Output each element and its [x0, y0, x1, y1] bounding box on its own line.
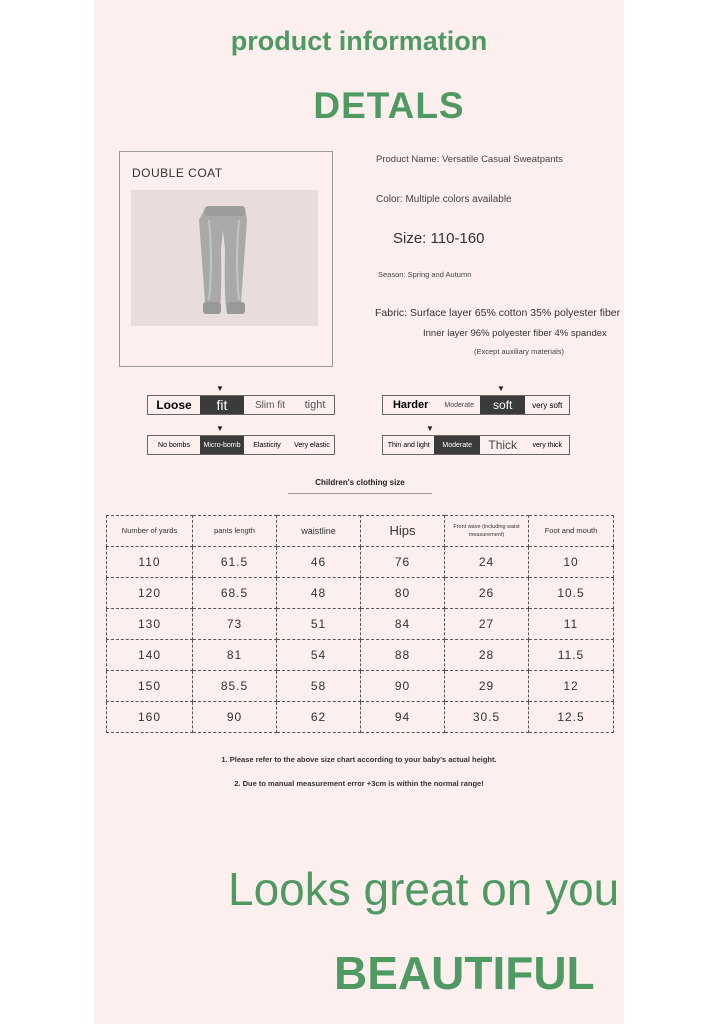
table-cell: 30.5 [445, 702, 529, 733]
table-row [107, 702, 614, 733]
softness-option: Moderate [444, 401, 474, 409]
table-cell: 73 [193, 609, 277, 640]
product-color: Color: Multiple colors available [376, 194, 512, 205]
table-cell: 54 [277, 640, 361, 671]
table-cell: 12.5 [529, 702, 614, 733]
table-cell: 11 [529, 609, 614, 640]
section-subtitle: DETALS [313, 85, 465, 126]
table-cell: 130 [107, 609, 193, 640]
elasticity-scale [147, 435, 335, 455]
fit-option: tight [304, 399, 326, 411]
table-header-cell: Foot and mouth [529, 516, 614, 547]
fit-option: Slim fit [255, 399, 285, 411]
table-header-cell: Front wave (including waist measurement) [445, 516, 529, 547]
footer-headline: BEAUTIFUL [334, 947, 595, 999]
table-cell: 10 [529, 547, 614, 578]
table-header-cell: waistline [277, 516, 361, 547]
table-cell: 80 [361, 578, 445, 609]
softness-option: very soft [532, 400, 563, 410]
table-cell: 94 [361, 702, 445, 733]
elasticity-option-selected: Micro-bomb [200, 436, 244, 454]
elasticity-option: No bombs [158, 441, 190, 449]
fabric-line-1: Fabric: Surface layer 65% cotton 35% polyester fiber [375, 307, 621, 319]
table-cell: 27 [445, 609, 529, 640]
table-cell: 150 [107, 671, 193, 702]
thickness-option: Thick [488, 438, 518, 452]
table-cell: 140 [107, 640, 193, 671]
product-season: Season: Spring and Autumn [378, 270, 472, 279]
softness-option-selected: soft [480, 396, 526, 414]
table-row [107, 547, 614, 578]
thickness-option-selected: Moderate [434, 436, 480, 454]
table-cell: 24 [445, 547, 529, 578]
table-cell: 85.5 [193, 671, 277, 702]
table-row [107, 609, 614, 640]
table-cell: 28 [445, 640, 529, 671]
thickness-scale [382, 435, 570, 455]
table-row [107, 578, 614, 609]
fit-scale [147, 395, 335, 415]
fabric-line-2: Inner layer 96% polyester fiber 4% spandex [423, 328, 607, 339]
section-title: product information [230, 26, 488, 56]
sweatpants-image [131, 190, 318, 326]
product-photo [131, 190, 318, 326]
table-header-cell: Number of yards [107, 516, 193, 547]
size-note-1: 1. Please refer to the above size chart according to your baby's actual height. [221, 755, 497, 764]
table-cell: 62 [277, 702, 361, 733]
table-header-cell: Hips [361, 516, 445, 547]
softness-scale [382, 395, 570, 415]
table-cell: 76 [361, 547, 445, 578]
table-row [107, 671, 614, 702]
thickness-option: Thin and light [387, 441, 430, 449]
product-size: Size: 110-160 [393, 230, 485, 247]
table-cell: 48 [277, 578, 361, 609]
table-cell: 29 [445, 671, 529, 702]
table-cell: 84 [361, 609, 445, 640]
table-cell: 120 [107, 578, 193, 609]
softness-indicator-icon: ▼ [497, 384, 505, 393]
fabric-note: (Except auxiliary materials) [474, 347, 565, 356]
softness-option: Harder [392, 399, 429, 411]
table-cell: 110 [107, 547, 193, 578]
image-card-label: DOUBLE COAT [132, 166, 223, 180]
table-cell: 12 [529, 671, 614, 702]
table-cell: 88 [361, 640, 445, 671]
elasticity-option: Elasticity [253, 441, 281, 449]
thickness-indicator-icon: ▼ [426, 424, 434, 433]
fit-indicator-icon: ▼ [216, 384, 224, 393]
table-header-row [107, 516, 614, 547]
table-cell: 58 [277, 671, 361, 702]
table-cell: 160 [107, 702, 193, 733]
table-row [107, 640, 614, 671]
fit-option-selected: fit [200, 396, 244, 414]
size-chart-title: Children's clothing size [315, 478, 405, 487]
thickness-option: very thick [532, 441, 563, 449]
table-cell: 11.5 [529, 640, 614, 671]
elasticity-option: Very elastic [294, 441, 330, 449]
product-name: Product Name: Versatile Casual Sweatpants [376, 154, 563, 165]
elasticity-indicator-icon: ▼ [216, 424, 224, 433]
table-cell: 81 [193, 640, 277, 671]
size-chart-divider [288, 493, 432, 494]
table-cell: 61.5 [193, 547, 277, 578]
table-header-cell: pants length [193, 516, 277, 547]
table-cell: 51 [277, 609, 361, 640]
table-cell: 90 [193, 702, 277, 733]
table-cell: 10.5 [529, 578, 614, 609]
table-cell: 90 [361, 671, 445, 702]
size-note-2: 2. Due to manual measurement error +3cm is within the normal range! [234, 779, 484, 788]
table-cell: 68.5 [193, 578, 277, 609]
table-cell: 46 [277, 547, 361, 578]
footer-slogan: Looks great on you [228, 863, 620, 915]
table-cell: 26 [445, 578, 529, 609]
fit-option: Loose [156, 398, 192, 412]
size-chart-table [106, 515, 614, 733]
